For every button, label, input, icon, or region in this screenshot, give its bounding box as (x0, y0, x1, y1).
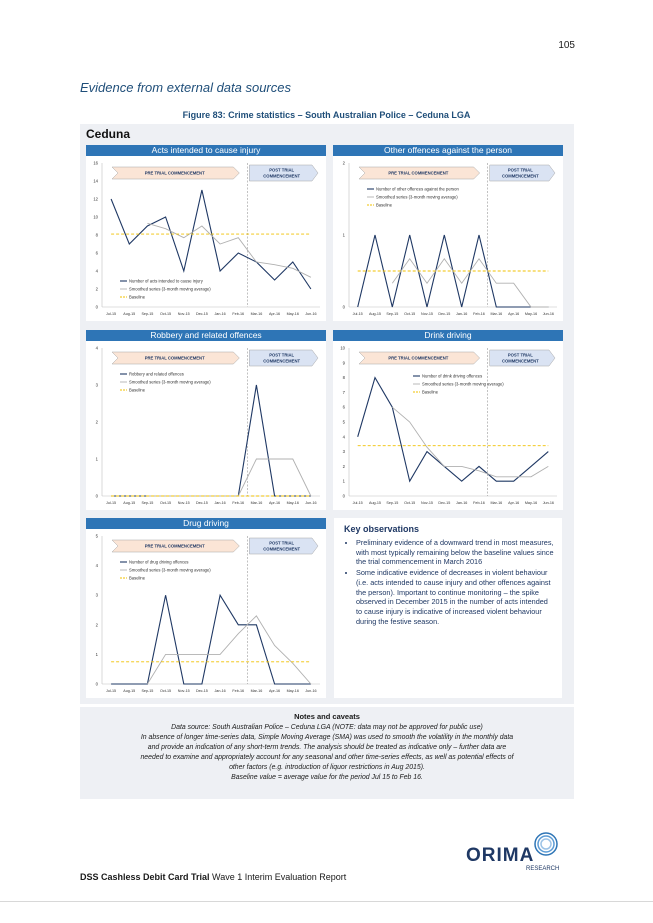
figure-caption: Figure 83: Crime statistics – South Australian Police – Ceduna LGA (182, 110, 471, 120)
legend-label: Robbery and related offences (129, 371, 184, 377)
y-tick-label: 5 (342, 419, 345, 425)
x-tick-label: May-16 (286, 689, 299, 693)
chart-svg (333, 145, 563, 321)
post-trial-label: POST TRIAL (507, 352, 533, 358)
legend-label: Baseline (129, 294, 146, 300)
x-tick-label: Jan-16 (214, 312, 226, 316)
pre-trial-label: PRE TRIAL COMMENCEMENT (388, 170, 449, 176)
x-tick-label: May-16 (286, 501, 299, 505)
x-tick-label: Sep-15 (386, 501, 399, 505)
legend-label: Baseline (129, 387, 146, 393)
note-line: other factors (e.g. introduction of liquor restrictions in Aug 2015). (229, 764, 425, 771)
x-tick-label: Jan-16 (456, 312, 468, 316)
y-tick-label: 10 (340, 345, 345, 351)
y-tick-label: 5 (95, 533, 98, 539)
key-observations-title: Key observations (344, 524, 420, 534)
y-tick-label: 8 (95, 232, 98, 238)
legend-label: Number of drink driving offences (422, 373, 483, 379)
legend-label: Smoothed series (3-month moving average) (129, 286, 211, 292)
x-tick-label: Apr-16 (269, 689, 281, 693)
x-tick-label: Jun-16 (542, 312, 554, 316)
legend-label: Number of acts intended to cause injury (129, 278, 203, 284)
chart-other-offences (333, 145, 563, 321)
x-tick-label: Mar-16 (250, 312, 263, 316)
x-tick-label: Oct-15 (404, 501, 416, 505)
x-tick-label: Nov-15 (421, 501, 433, 505)
legend-label: Number of drug driving offences (129, 559, 189, 565)
y-tick-label: 2 (95, 419, 98, 425)
y-tick-label: 0 (95, 304, 98, 310)
y-tick-label: 3 (95, 382, 98, 388)
chart-title: Acts intended to cause injury (86, 145, 326, 156)
x-tick-label: Apr-16 (269, 501, 281, 505)
x-tick-label: Jul-15 (352, 501, 363, 505)
x-tick-label: Dec-15 (438, 312, 451, 316)
x-tick-label: Aug-15 (369, 312, 381, 316)
post-trial-label: COMMENCEMENT (263, 173, 301, 179)
post-trial-label: POST TRIAL (269, 167, 295, 173)
y-tick-label: 8 (342, 375, 345, 381)
x-tick-label: Sep-15 (141, 501, 154, 505)
y-tick-label: 4 (342, 434, 345, 440)
legend-label: Baseline (129, 575, 146, 581)
x-tick-label: Sep-15 (141, 689, 154, 693)
chart-acts (86, 145, 326, 321)
y-tick-label: 2 (95, 286, 98, 292)
y-tick-label: 6 (95, 250, 98, 256)
y-tick-label: 1 (95, 651, 98, 657)
x-tick-label: May-16 (286, 312, 299, 316)
x-tick-label: Jan-16 (214, 501, 226, 505)
bottom-rule (0, 901, 653, 902)
pre-trial-label: PRE TRIAL COMMENCEMENT (144, 170, 205, 176)
x-tick-label: Aug-15 (123, 689, 136, 693)
x-tick-label: Feb-16 (473, 501, 485, 505)
note-line: Data source: South Australian Police – Ceduna LGA (NOTE: data may not be approved for public use) (171, 724, 483, 731)
page-number: 105 (558, 40, 575, 51)
x-tick-label: Dec-15 (195, 689, 208, 693)
chart-title: Other offences against the person (333, 145, 563, 156)
y-tick-label: 14 (93, 178, 98, 184)
x-tick-label: Mar-16 (250, 501, 263, 505)
x-tick-label: Dec-15 (195, 501, 208, 505)
x-tick-label: Sep-15 (141, 312, 154, 316)
legend-label: Smoothed series (3-month moving average) (422, 381, 504, 387)
orima-logo (464, 832, 574, 872)
y-tick-label: 1 (342, 232, 345, 238)
x-tick-label: Feb-16 (232, 501, 245, 505)
post-trial-label: POST TRIAL (269, 540, 295, 546)
series-actual-line (358, 378, 549, 482)
y-tick-label: 4 (95, 268, 98, 274)
chart-drink-driving (333, 330, 563, 510)
x-tick-label: Jul-15 (352, 312, 363, 316)
pre-trial-label: PRE TRIAL COMMENCEMENT (144, 355, 205, 361)
y-tick-label: 12 (93, 196, 98, 202)
y-tick-label: 0 (95, 493, 98, 499)
key-observation-item: • Some indicative evidence of decreases in violent behaviour (i.e. acts intended to cause injury and other offences against the person). Important to continue monitoring – the spike observed in December 2015 in the number of acts intended to cause injury is indicative of increased violent behaviour during the festive season. (356, 568, 554, 626)
x-tick-label: Feb-16 (232, 689, 245, 693)
series-smoothed-line (147, 223, 311, 277)
y-tick-label: 4 (95, 563, 98, 569)
post-trial-label: COMMENCEMENT (501, 173, 539, 179)
legend-label: Baseline (422, 389, 439, 395)
post-trial-label: COMMENCEMENT (263, 546, 301, 552)
chart-svg (333, 330, 563, 510)
legend-label: Baseline (376, 202, 393, 208)
post-trial-label: POST TRIAL (507, 167, 533, 173)
key-observation-item: • Preliminary evidence of a downward trend in most measures, with most typically remaining below the baseline values since the trial commencement in March 2016 (356, 538, 554, 567)
y-tick-label: 7 (342, 389, 345, 395)
x-tick-label: Oct-15 (160, 689, 172, 693)
legend-label: Smoothed series (3-month moving average) (129, 379, 211, 385)
x-tick-label: Apr-16 (269, 312, 281, 316)
x-tick-label: Aug-15 (369, 501, 381, 505)
y-tick-label: 4 (95, 345, 98, 351)
x-tick-label: Aug-15 (123, 501, 136, 505)
panel-title: Ceduna (86, 127, 131, 141)
chart-title: Drug driving (86, 518, 326, 529)
x-tick-label: Nov-15 (177, 501, 190, 505)
y-tick-label: 0 (342, 493, 345, 499)
footer-report-bold: DSS Cashless Debit Card Trial (80, 872, 210, 882)
y-tick-label: 3 (95, 592, 98, 598)
y-tick-label: 1 (95, 456, 98, 462)
y-tick-label: 2 (342, 160, 345, 166)
post-trial-label: COMMENCEMENT (263, 358, 301, 364)
x-tick-label: Jun-16 (305, 312, 317, 316)
x-tick-label: Jun-16 (305, 689, 317, 693)
footer-report-rest: Wave 1 Interim Evaluation Report (209, 872, 347, 882)
legend-label: Smoothed series (3-month moving average) (129, 567, 211, 573)
y-tick-label: 0 (95, 681, 98, 687)
x-tick-label: Dec-15 (195, 312, 208, 316)
section-heading: Evidence from external data sources (80, 80, 291, 95)
x-tick-label: Feb-16 (473, 312, 485, 316)
x-tick-label: May-16 (524, 312, 538, 316)
chart-title: Robbery and related offences (86, 330, 326, 341)
legend-label: Number of other offences against the person (376, 186, 459, 192)
post-trial-label: POST TRIAL (269, 352, 295, 358)
post-trial-label: COMMENCEMENT (501, 358, 539, 364)
x-tick-label: Jun-16 (305, 501, 317, 505)
chart-svg (86, 145, 326, 321)
chart-svg (86, 330, 326, 510)
x-tick-label: May-16 (524, 501, 538, 505)
y-tick-label: 3 (342, 449, 345, 455)
series-smoothed-line (147, 459, 311, 496)
x-tick-label: Jul-15 (106, 689, 117, 693)
x-tick-label: Jun-16 (542, 501, 554, 505)
x-tick-label: Oct-15 (160, 312, 172, 316)
x-tick-label: Dec-15 (438, 501, 451, 505)
note-line: needed to examine and appropriately account for any seasonal and other time-series effects, as well as potential effects of (140, 754, 514, 761)
chart-svg (86, 518, 326, 698)
x-tick-label: Mar-16 (490, 501, 503, 505)
note-line: and provide an indication of any short-term trends. The analysis should be treated as indicative only – further data are (147, 744, 507, 751)
y-tick-label: 0 (342, 304, 345, 310)
x-tick-label: Sep-15 (386, 312, 399, 316)
x-tick-label: Aug-15 (123, 312, 136, 316)
x-tick-label: Feb-16 (232, 312, 245, 316)
y-tick-label: 6 (342, 404, 345, 410)
x-tick-label: Oct-15 (160, 501, 172, 505)
note-line: Baseline value = average value for the period Jul 15 to Feb 16. (231, 774, 423, 781)
key-observations-list (344, 538, 554, 627)
key-observations-box (334, 518, 562, 698)
x-tick-label: Nov-15 (177, 689, 190, 693)
y-tick-label: 10 (93, 214, 98, 220)
notes-title: Notes and caveats (294, 712, 360, 721)
series-smoothed-line (392, 407, 548, 477)
y-tick-label: 2 (342, 463, 345, 469)
y-tick-label: 9 (342, 360, 345, 366)
logo-sub-text: RESEARCH (526, 866, 560, 872)
chart-title: Drink driving (333, 330, 563, 341)
x-tick-label: Oct-15 (404, 312, 416, 316)
x-tick-label: Nov-15 (177, 312, 190, 316)
notes-box (80, 707, 574, 799)
y-tick-label: 16 (93, 160, 98, 166)
note-line: In absence of longer time-series data, Simple Moving Average (SMA) was used to smooth the volatility in the monthly data (140, 734, 514, 741)
x-tick-label: Mar-16 (490, 312, 503, 316)
x-tick-label: Jan-16 (456, 501, 468, 505)
x-tick-label: Jul-15 (106, 501, 117, 505)
chart-robbery (86, 330, 326, 510)
logo-main-text: ORIMA (466, 845, 535, 866)
legend-label: Smoothed series (3-month moving average) (376, 194, 458, 200)
x-tick-label: Jan-16 (214, 689, 226, 693)
y-tick-label: 1 (342, 478, 345, 484)
x-tick-label: Mar-16 (250, 689, 263, 693)
chart-drug-driving (86, 518, 326, 698)
y-tick-label: 2 (95, 622, 98, 628)
x-tick-label: Jul-15 (106, 312, 117, 316)
series-smoothed-line (392, 259, 548, 307)
x-tick-label: Apr-16 (508, 312, 520, 316)
series-actual-line (111, 190, 311, 289)
series-actual-line (111, 385, 311, 496)
footer-report-title (80, 872, 346, 882)
pre-trial-label: PRE TRIAL COMMENCEMENT (388, 355, 449, 361)
pre-trial-label: PRE TRIAL COMMENCEMENT (144, 543, 205, 549)
series-actual-line (111, 595, 311, 684)
x-tick-label: Apr-16 (508, 501, 520, 505)
x-tick-label: Nov-15 (421, 312, 433, 316)
